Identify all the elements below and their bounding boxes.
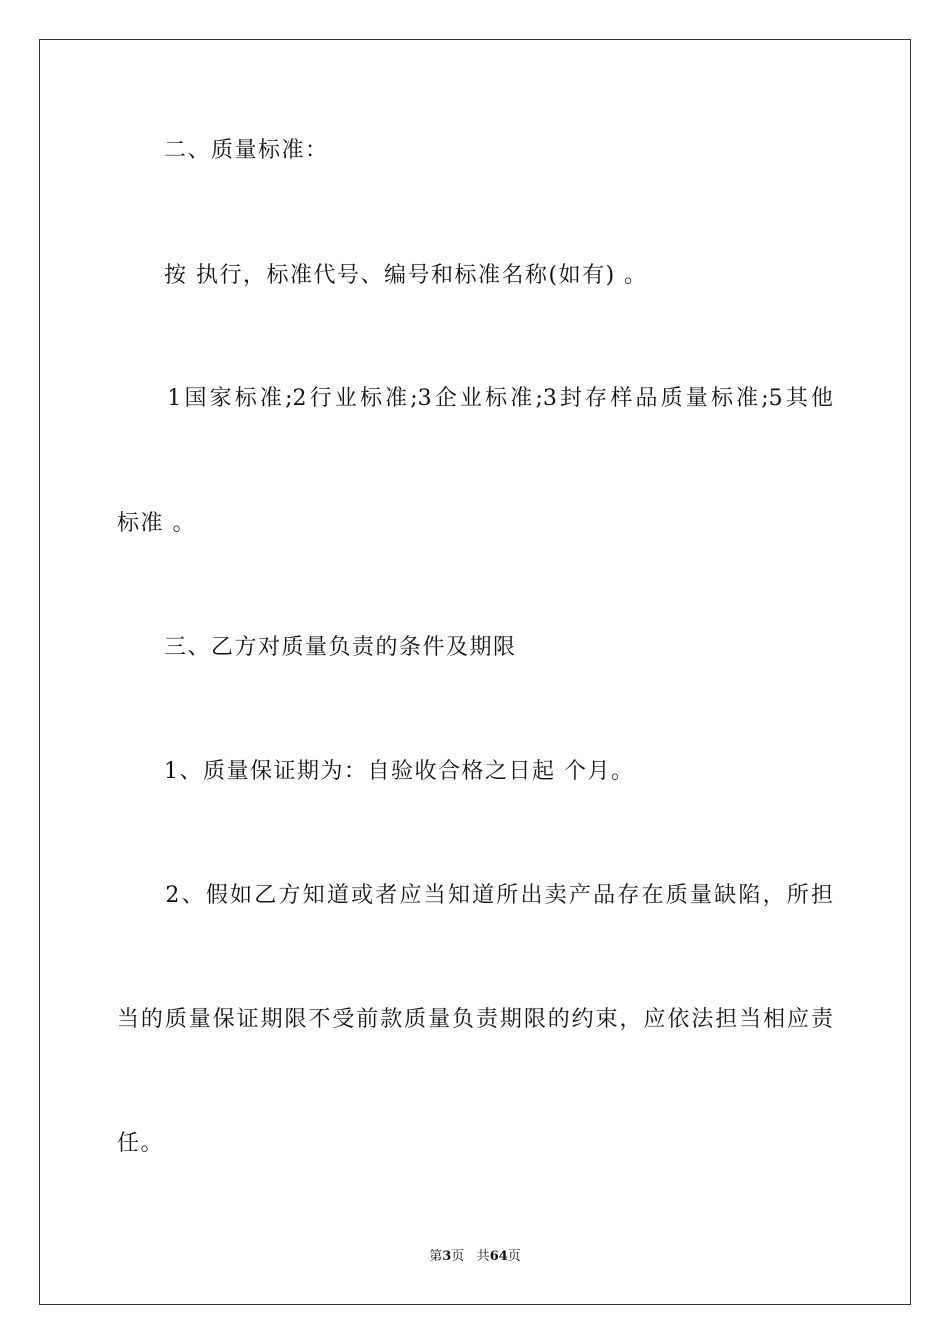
paragraph-standard-types: 1国家标准;2行业标准;3企业标准;3封存样品质量标准;5其他 <box>117 386 833 411</box>
section-heading-quality-standard: 二、质量标准： <box>117 138 329 163</box>
paragraph-standard-execution: 按 执行，标准代号、编号和标准名称(如有) 。 <box>117 263 648 288</box>
footer-total-pages: 64 <box>489 1249 508 1264</box>
page-border <box>39 39 911 1305</box>
paragraph-warranty-period: 1、质量保证期为：自验收合格之日起 个月。 <box>117 759 635 784</box>
footer-page-suffix: 页 <box>451 1249 465 1264</box>
footer-page-number: 3 <box>442 1249 452 1264</box>
paragraph-standard-types-cont: 标准 。 <box>117 511 196 536</box>
footer-page-prefix: 第 <box>429 1249 443 1264</box>
paragraph-defect-liability-cont: 当的质量保证期限不受前款质量负责期限的约束，应依法担当相应责 <box>117 1007 833 1032</box>
paragraph-defect-liability-end: 任。 <box>117 1131 165 1156</box>
footer-total-prefix: 共 <box>476 1249 490 1264</box>
page-footer <box>0 1248 950 1266</box>
footer-total-suffix: 页 <box>507 1249 521 1264</box>
section-heading-quality-responsibility: 三、乙方对质量负责的条件及期限 <box>117 635 517 660</box>
paragraph-defect-liability: 2、假如乙方知道或者应当知道所出卖产品存在质量缺陷，所担 <box>117 883 833 908</box>
